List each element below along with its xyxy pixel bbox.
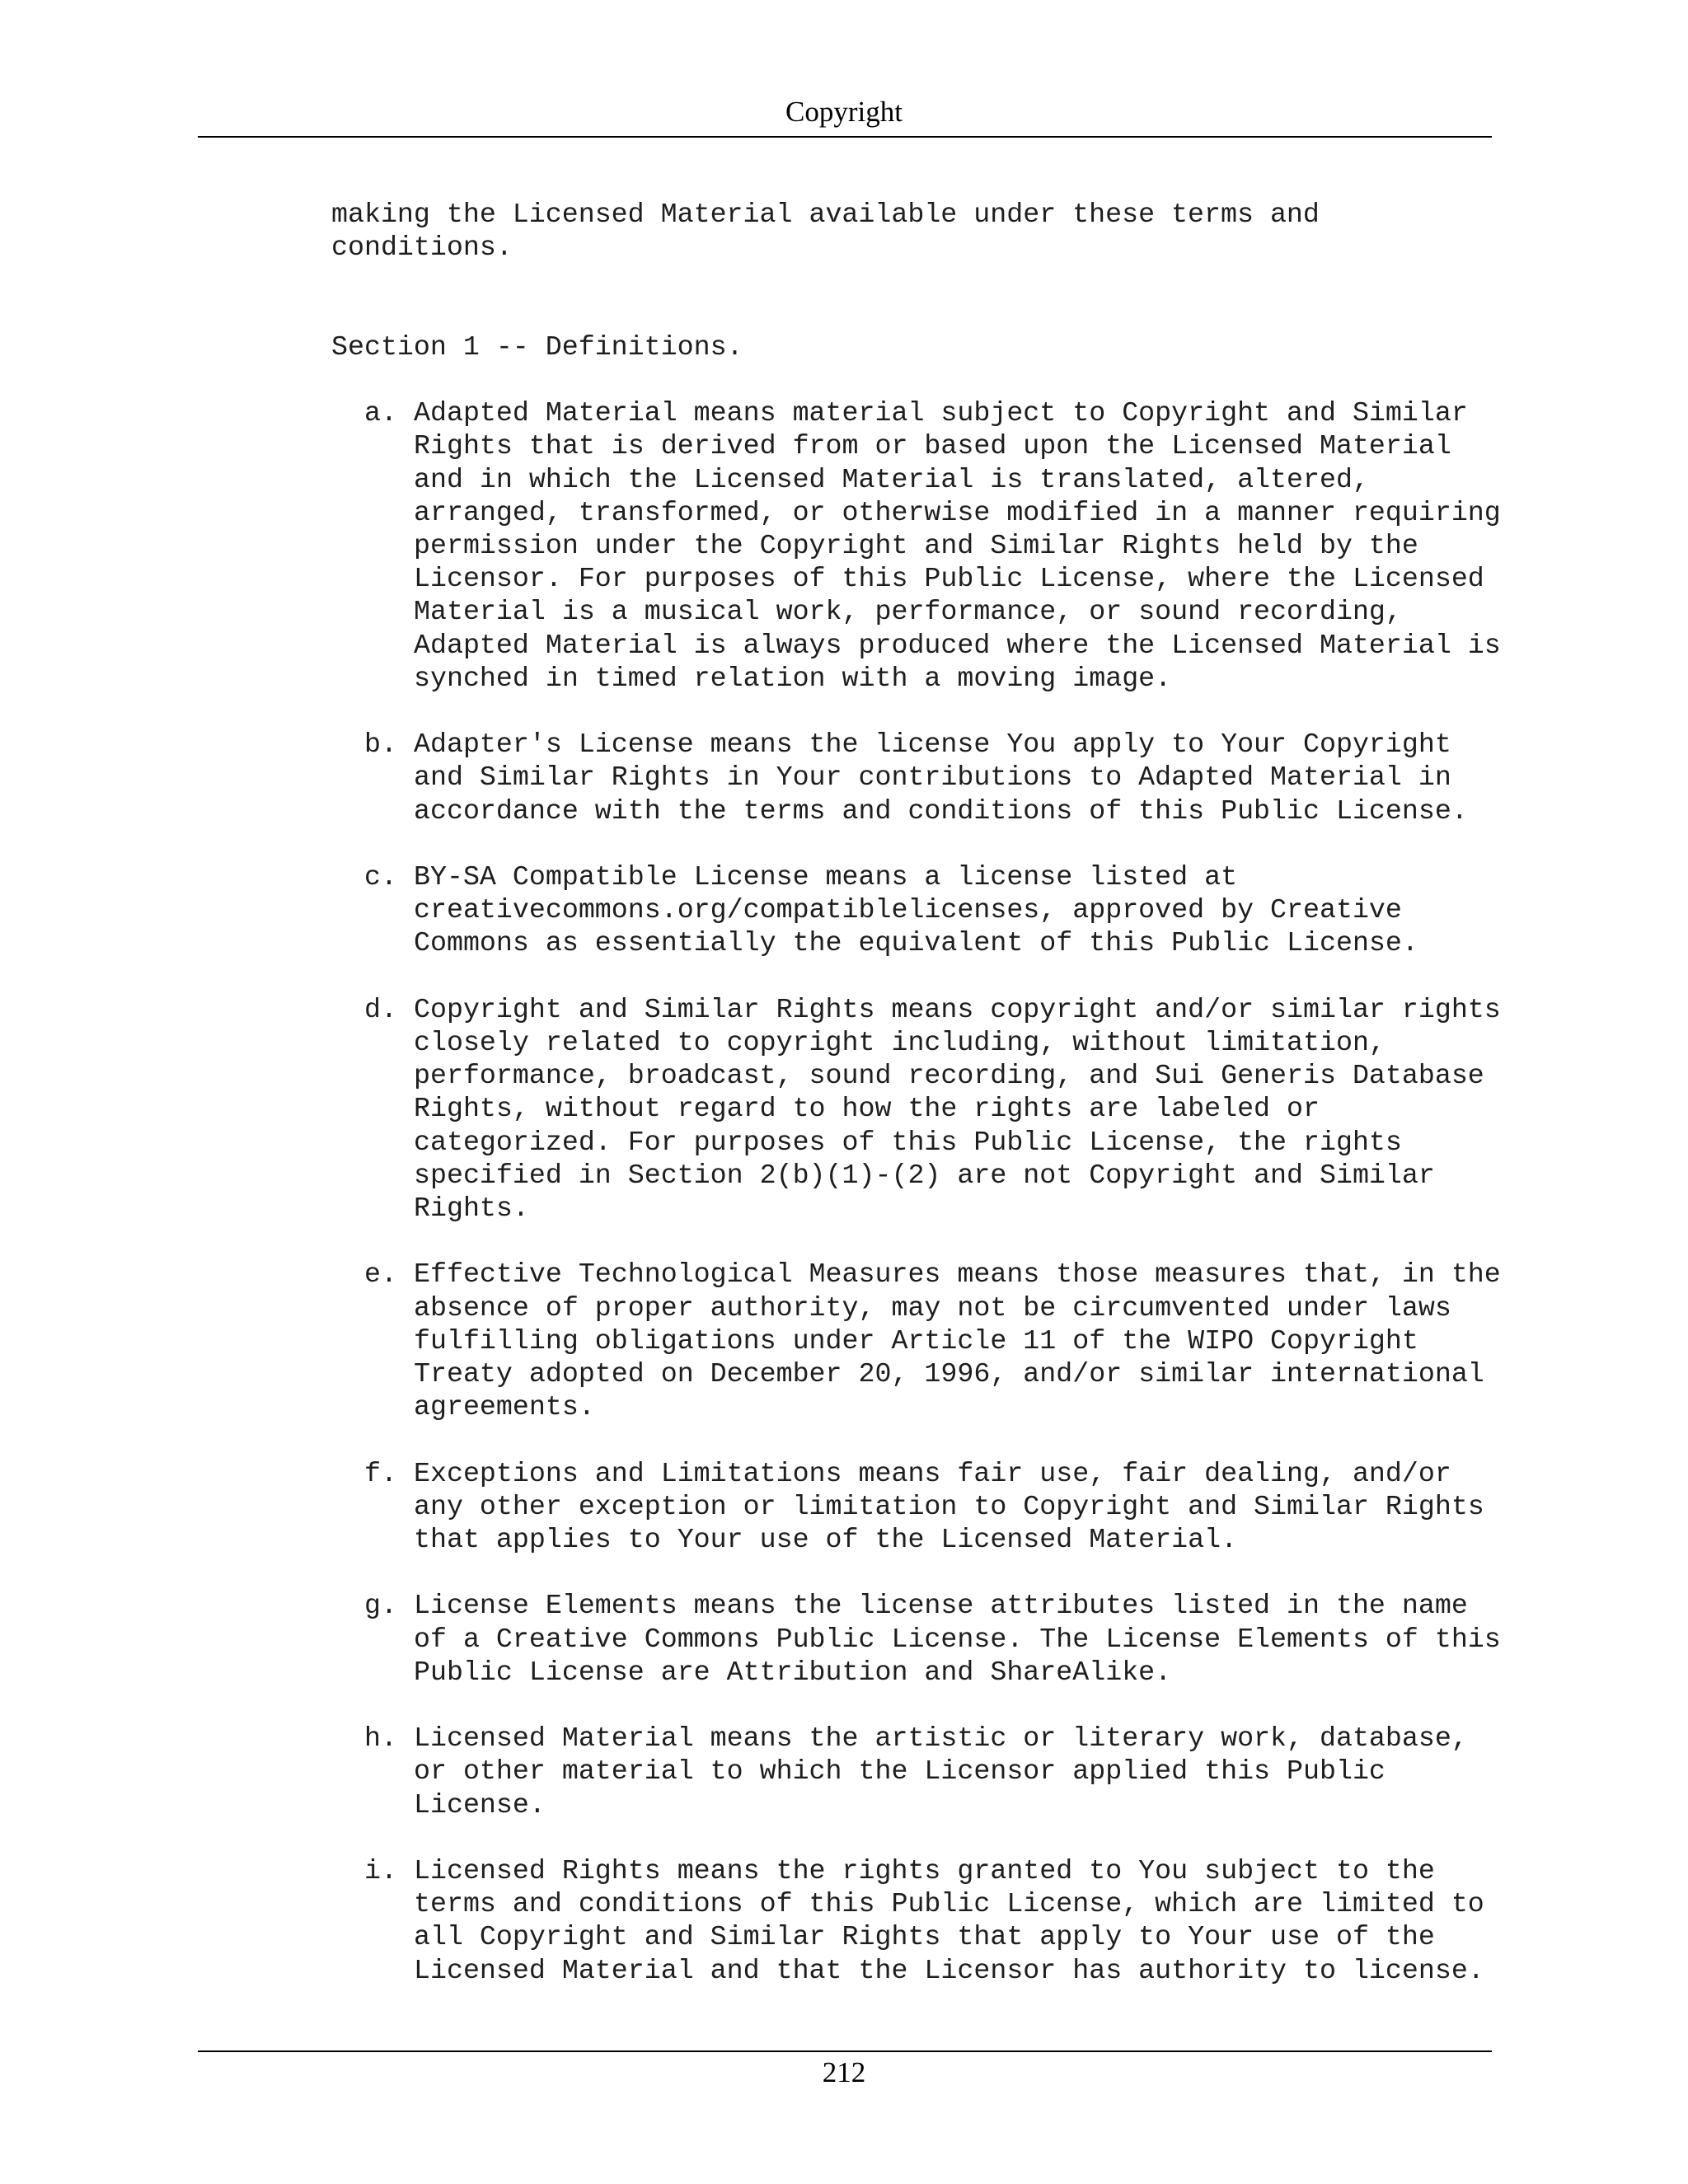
definition-item	[331, 1258, 1535, 1423]
definition-item	[331, 1854, 1535, 1987]
definition-text-line: and Similar Rights in Your contributions to Adapted Material in	[414, 762, 1451, 794]
definition-text-line: and in which the Licensed Material is translated, altered,	[414, 463, 1369, 495]
intro-line: making the Licensed Material available under these terms and	[331, 199, 1320, 230]
definition-text-line: Adapted Material is always produced where the Licensed Material is	[414, 629, 1501, 661]
definition-marker: h.	[364, 1722, 397, 1755]
definition-item	[331, 396, 1535, 695]
definition-text-line: Material is a musical work, performance, or sound recording,	[414, 596, 1402, 628]
definition-text-line: BY-SA Compatible License means a license listed at	[414, 861, 1238, 893]
definition-marker: a.	[364, 397, 397, 429]
definition-text-line: Licensor. For purposes of this Public License, where the Licensed	[414, 563, 1484, 595]
definition-text-line: Adapted Material means material subject to Copyright and Similar	[414, 397, 1468, 429]
intro-line: conditions.	[331, 232, 513, 264]
definition-item	[331, 1457, 1535, 1557]
definition-text-line: categorized. For purposes of this Public License, the rights	[414, 1126, 1402, 1158]
intro-paragraph	[331, 198, 1535, 264]
definition-text-line: absence of proper authority, may not be circumvented under laws	[414, 1291, 1451, 1324]
definition-item	[331, 728, 1535, 827]
definition-marker: b.	[364, 729, 397, 761]
definition-text-line: Effective Technological Measures means those measures that, in the	[414, 1258, 1501, 1291]
definitions-list	[331, 396, 1535, 1987]
definition-item	[331, 860, 1535, 960]
definition-text-line: Rights that is derived from or based upon the Licensed Material	[414, 430, 1451, 462]
definition-text-line: Rights, without regard to how the rights are labeled or	[414, 1093, 1320, 1125]
definition-text-line: all Copyright and Similar Rights that apply to Your use of the	[414, 1921, 1435, 1953]
definition-text-line: agreements.	[414, 1391, 595, 1423]
definition-text-line: creativecommons.org/compatiblelicenses, approved by Creative	[414, 894, 1402, 926]
definition-item	[331, 993, 1535, 1225]
definition-text-line: Public License are Attribution and ShareAlike.	[414, 1656, 1172, 1688]
definition-text-line: Treaty adopted on December 20, 1996, and/or similar international	[414, 1358, 1484, 1390]
definition-marker: e.	[364, 1258, 397, 1291]
definition-text-line: synched in timed relation with a moving image.	[414, 662, 1172, 694]
definition-text-line: Exceptions and Limitations means fair use, fair dealing, and/or	[414, 1457, 1451, 1489]
definition-text-line: fulfilling obligations under Article 11 of the WIPO Copyright	[414, 1324, 1418, 1357]
section-heading: Section 1 -- Definitions.	[331, 330, 743, 363]
definition-marker: g.	[364, 1590, 397, 1622]
definition-text-line: of a Creative Commons Public License. The License Elements of this	[414, 1623, 1501, 1655]
definition-text-line: Licensed Rights means the rights granted to You subject to the	[414, 1855, 1435, 1886]
definition-marker: d.	[364, 993, 397, 1025]
definition-text-line: arranged, transformed, or otherwise modified in a manner requiring	[414, 496, 1501, 528]
definition-text-line: Licensed Material means the artistic or literary work, database,	[414, 1722, 1468, 1755]
definition-text-line: Commons as essentially the equivalent of this Public License.	[414, 927, 1418, 959]
definition-item	[331, 1722, 1535, 1821]
definition-text-line: accordance with the terms and conditions of this Public License.	[414, 794, 1468, 827]
document-body	[331, 198, 1535, 2020]
header-rule	[198, 136, 1492, 138]
definition-text-line: License Elements means the license attributes listed in the name	[414, 1590, 1468, 1622]
definition-marker: f.	[364, 1457, 397, 1489]
definition-text-line: performance, broadcast, sound recording, and Sui Generis Database	[414, 1060, 1484, 1092]
definition-text-line: terms and conditions of this Public License, which are limited to	[414, 1888, 1484, 1920]
running-header: Copyright	[785, 96, 903, 128]
definition-text-line: closely related to copyright including, without limitation,	[414, 1027, 1386, 1058]
definition-text-line: Adapter's License means the license You apply to Your Copyright	[414, 729, 1451, 761]
definition-marker: i.	[364, 1855, 397, 1886]
definition-marker: c.	[364, 861, 397, 893]
definition-text-line: that applies to Your use of the Licensed Material.	[414, 1524, 1238, 1556]
definition-text-line: or other material to which the Licensor applied this Public	[414, 1755, 1386, 1788]
definition-text-line: any other exception or limitation to Copyright and Similar Rights	[414, 1490, 1484, 1522]
definition-text-line: Copyright and Similar Rights means copyright and/or similar rights	[414, 993, 1501, 1025]
footer-rule	[198, 2050, 1492, 2052]
definition-text-line: Licensed Material and that the Licensor has authority to license.	[414, 1954, 1484, 1986]
definition-item	[331, 1589, 1535, 1689]
definition-text-line: Rights.	[414, 1193, 529, 1225]
definition-text-line: permission under the Copyright and Similar Rights held by the	[414, 530, 1418, 561]
definition-text-line: License.	[414, 1788, 546, 1821]
definition-text-line: specified in Section 2(b)(1)-(2) are not Copyright and Similar	[414, 1159, 1435, 1191]
page-number: 212	[822, 2056, 866, 2088]
